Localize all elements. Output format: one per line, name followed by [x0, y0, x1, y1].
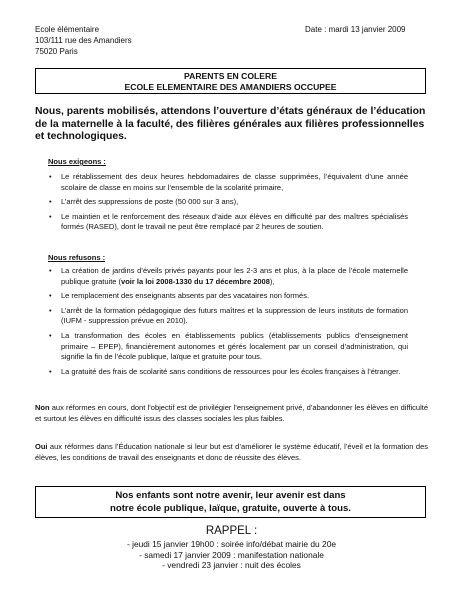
non-paragraph — [35, 403, 428, 424]
list-item-text-end: ), — [269, 276, 275, 286]
oui-paragraph — [35, 442, 428, 463]
list-item: • Le maintien et le renforcement des réseaux d’aide aux élèves en difficulté par des maîtres spécialisés formés (RASED), dont le travail ne peut être remplacé par 2 heures de soutien. — [48, 212, 408, 233]
sender-line: 75020 Paris — [35, 47, 78, 56]
list-item: • La transformation des écoles en établissements publics (établissements publics d’enseignement primaire – EPEP), financièrement autonomes et gérés localement par un conseil d’administration, qui signifie la fin de l’école publique, laïque et gratuite pour tous. — [48, 331, 408, 363]
rappel-item: - samedi 17 janvier 2009 : manifestation nationale — [139, 549, 324, 560]
law-reference: voir la loi 2008-1330 du 17 décembre 2008 — [121, 276, 270, 286]
rappel-item: - vendredi 23 janvier : nuit des écoles — [162, 560, 301, 570]
exigeons-list — [48, 172, 408, 237]
rappel-list — [0, 539, 463, 571]
list-item: • Le rétablissement des deux heures hebdomadaires de classe supprimées, l’équivalent d’une année scolaire de classe en moins sur l’ensemble de la scolarité primaire, — [48, 172, 408, 193]
sender-line: 103/111 rue des Amandiers — [35, 36, 132, 45]
title-line-1: PARENTS EN COLERE — [184, 71, 277, 81]
motto-box — [35, 486, 426, 518]
list-item: • L’arrêt de la formation pédagogique des futurs maîtres et la suppression de leurs instituts de formation (IUFM - suppression prévue en 2010). — [48, 306, 408, 327]
list-item-text: La création de jardins d’éveils privés payants pour les 2-3 ans et plus, à la place de l’école maternelle publique gratuite ( — [61, 266, 408, 286]
intro-statement: Nous, parents mobilisés, attendons l’ouverture d’états généraux de l’éducation de la maternelle à la faculté, des filières générales aux filières professionnelles et technologiques. — [35, 106, 426, 142]
sender-line: Ecole élémentaire — [35, 25, 100, 34]
oui-keyword: Oui — [35, 442, 48, 451]
non-keyword: Non — [35, 403, 50, 412]
document-date: Date : mardi 13 janvier 2009 — [305, 25, 406, 34]
oui-text: aux réformes dans l’Éducation nationale si leur but est d’améliorer le système éducatif, l’éveil et la formation des élèves, les conditions de travail des enseignants et donc de réussite des élèves. — [35, 442, 428, 462]
refusons-list — [48, 266, 408, 381]
motto-line-1: Nos enfants sont notre avenir, leur avenir est dans — [115, 490, 346, 501]
title-box — [35, 68, 426, 94]
list-item: • Le remplacement des enseignants absents par des vacataires non formés. — [48, 291, 408, 302]
exigeons-heading: Nous exigeons : — [48, 157, 106, 166]
title-line-2: ECOLE ELEMENTAIRE DES AMANDIERS OCCUPEE — [124, 82, 337, 92]
sender-address — [35, 24, 132, 57]
refusons-heading: Nous refusons : — [48, 253, 106, 262]
rappel-title: RAPPEL : — [205, 525, 258, 537]
non-text: aux réformes en cours, dont l’objectif est de privilégier l’enseignement privé, d’abandonner les élèves en difficulté et surtout les élèves en difficulté issus des classes sociales les plus faibles. — [35, 403, 428, 423]
list-item: • L’arrêt des suppressions de poste (50 000 sur 3 ans), — [48, 197, 408, 208]
rappel-item: - jeudi 15 janvier 19h00 : soirée info/débat mairie du 20e — [126, 539, 337, 549]
motto-line-2: notre école publique, laïque, gratuite, ouverte à tous. — [110, 503, 351, 514]
list-item — [48, 266, 408, 287]
list-item: • La gratuité des frais de scolarité sans conditions de ressources pour les écoles françaises à l’étranger. — [48, 367, 408, 378]
